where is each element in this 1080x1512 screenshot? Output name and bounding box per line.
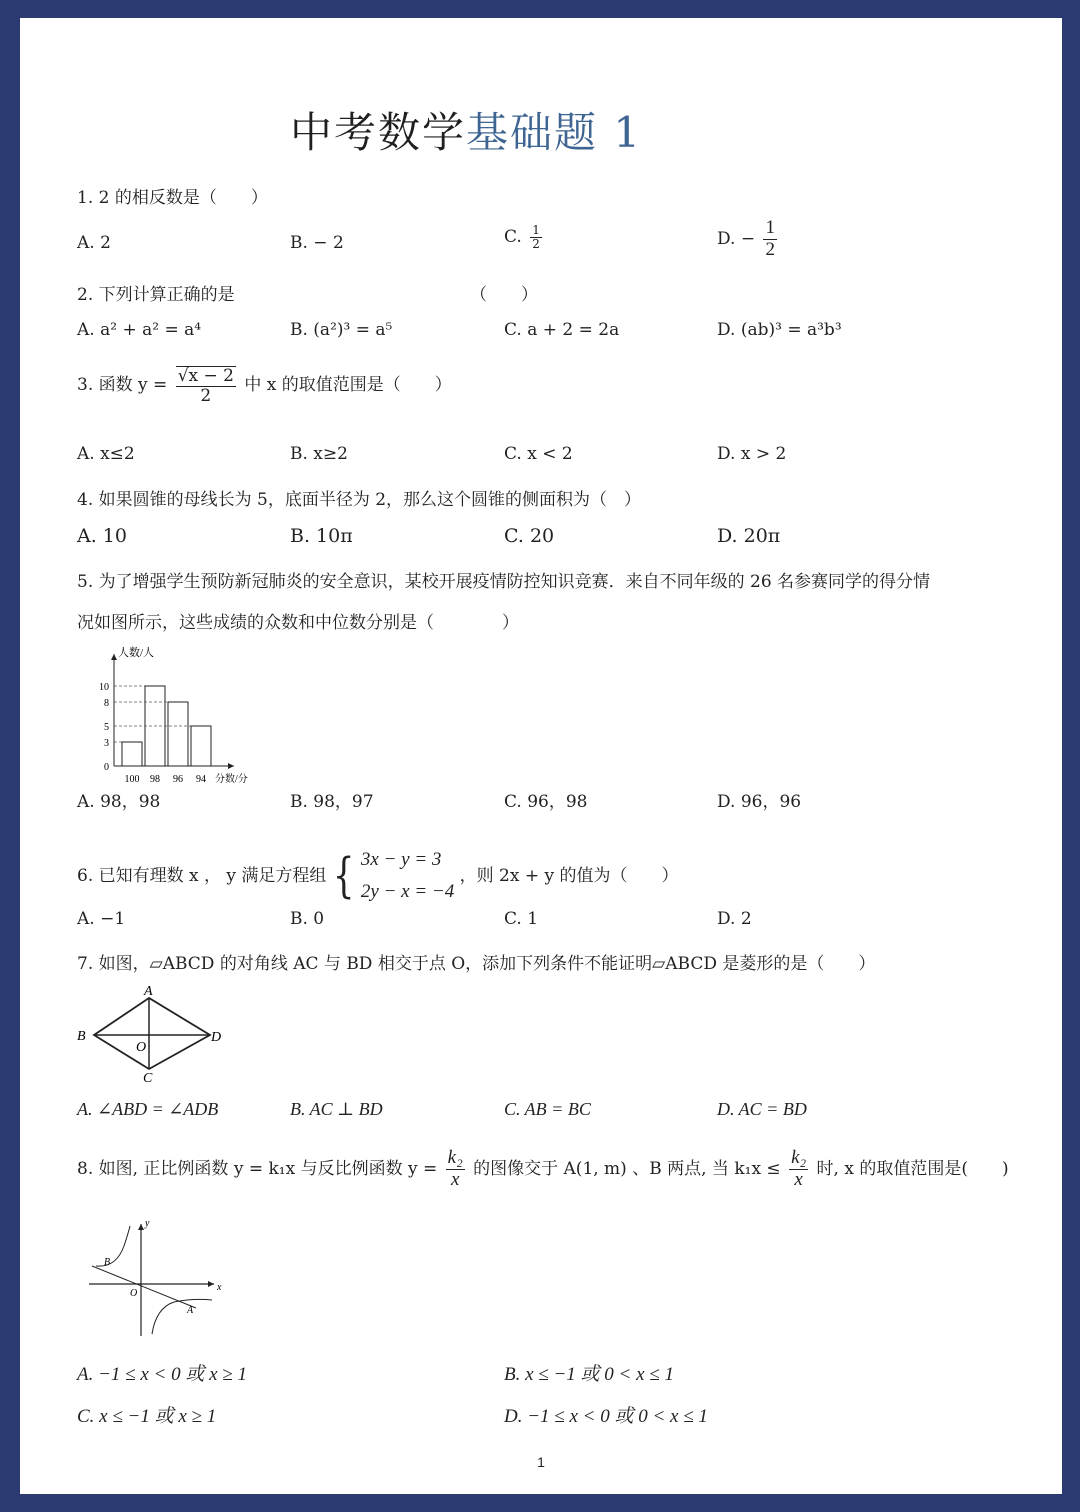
question-5-line1: 5. 为了增强学生预防新冠肺炎的安全意识，某校开展疫情防控知识竞赛．来自不同年级的 26 名参赛同学的得分情 — [77, 572, 931, 592]
page-number: 1 — [537, 1454, 545, 1470]
q3-option-d: D. x > 2 — [717, 444, 787, 464]
x-tick-label: 100 — [124, 774, 140, 785]
q5-option-d: D. 96，96 — [717, 792, 802, 812]
q1-option-b: B. − 2 — [290, 233, 344, 253]
y-tick-label: 5 — [104, 722, 109, 733]
q7-option-b: B. AC ⊥ BD — [290, 1099, 383, 1119]
label-x: x — [217, 1282, 222, 1293]
question-6-stem: 6. 已知有理数 x ， y 满足方程组 { 3x − y = 3 2y − x = −4 ，则 2x + y 的值为（ ） — [77, 844, 679, 909]
exam-page — [20, 18, 1062, 1494]
q5-option-c: C. 96，98 — [504, 792, 588, 812]
label-y: y — [145, 1218, 150, 1229]
q6-option-b: B. 0 — [290, 909, 325, 929]
y-axis-arrow — [111, 654, 117, 660]
x-tick-label: 96 — [173, 774, 183, 785]
question-4-stem: 4. 如果圆锥的母线长为 5，底面半径为 2，那么这个圆锥的侧面积为（ ） — [77, 490, 642, 510]
score-bar-chart — [72, 640, 252, 785]
q3-option-c: C. x < 2 — [504, 444, 573, 464]
q2-option-c: C. a + 2 = 2a — [504, 320, 620, 340]
y-tick-label: 10 — [99, 682, 109, 693]
x-tick-label: 98 — [150, 774, 160, 785]
title-part1: 中考数学 — [290, 108, 467, 157]
q8-option-b: B. x ≤ −1 或 0 < x ≤ 1 — [504, 1364, 674, 1385]
q4-option-c: C. 20 — [504, 525, 555, 547]
q6-option-a: A. −1 — [77, 909, 126, 929]
q8-option-d: D. −1 ≤ x < 0 或 0 < x ≤ 1 — [504, 1406, 708, 1427]
q3-option-a: A. x≤2 — [77, 444, 135, 464]
line-k1x — [92, 1266, 196, 1308]
question-2-stem: 2. 下列计算正确的是 — [77, 285, 235, 305]
label-o: O — [136, 1040, 147, 1055]
q7-option-a: A. ∠ABD = ∠ADB — [77, 1099, 219, 1119]
q4-option-b: B. 10π — [290, 525, 353, 547]
label-o: O — [130, 1288, 138, 1299]
question-1-stem: 1. 2 的相反数是（ ） — [77, 188, 268, 208]
q8-option-c: C. x ≤ −1 或 x ≥ 1 — [77, 1406, 217, 1427]
y-axis-arrow — [138, 1224, 144, 1230]
q1-option-c: C. $\frac{1}{2}$ — [504, 223, 540, 252]
q4-option-a: A. 10 — [77, 525, 127, 547]
x-axis-arrow — [228, 763, 234, 769]
q2-option-a: A. a² + a² = a⁴ — [77, 320, 202, 340]
q3-option-b: B. x≥2 — [290, 444, 348, 464]
rhombus-figure — [72, 983, 232, 1086]
q2-option-d: D. (ab)³ = a³b³ — [717, 320, 842, 340]
q1-option-a: A. 2 — [77, 233, 111, 253]
q7-option-c: C. AB = BC — [504, 1099, 591, 1119]
bar — [122, 742, 142, 766]
x-tick-label: 94 — [196, 774, 206, 785]
question-7-stem: 7. 如图，▱ABCD 的对角线 AC 与 BD 相交于点 O，添加下列条件不能证明▱ABCD 是菱形的是（ ） — [77, 954, 876, 974]
x-axis-arrow — [208, 1281, 214, 1287]
function-graph — [84, 1216, 224, 1341]
hyperbola-branch-right — [152, 1299, 212, 1334]
q2-option-b: B. (a²)³ = a⁵ — [290, 320, 393, 340]
q4-option-d: D. 20π — [717, 525, 781, 547]
q6-option-d: D. 2 — [717, 909, 752, 929]
rhombus-outline — [94, 998, 210, 1069]
q5-option-a: A. 98，98 — [77, 792, 161, 812]
y-tick-label: 3 — [104, 738, 109, 749]
title-part2: 基础题 1 — [466, 108, 643, 157]
q7-option-d: D. AC = BD — [717, 1099, 807, 1119]
label-a: A — [187, 1305, 194, 1316]
label-b: B — [77, 1029, 86, 1044]
q1-option-d: D. − $\frac{1}{2}$ — [717, 217, 775, 260]
hyperbola-branch-left — [96, 1226, 130, 1266]
x-axis-label: 分数/分 — [215, 774, 248, 785]
label-d: D — [211, 1030, 222, 1045]
label-b: B — [104, 1257, 111, 1268]
brace: { — [332, 848, 355, 905]
equation-system: 3x − y = 3 2y − x = −4 — [360, 849, 455, 903]
label-a: A — [144, 984, 153, 999]
q5-option-b: B. 98，97 — [290, 792, 374, 812]
question-2-paren: （ ） — [470, 285, 538, 305]
y-tick-label: 8 — [104, 698, 109, 709]
question-8-stem: 8. 如图, 正比例函数 y = k₁x 与反比例函数 y = $\frac{\text{k₂}}{x}$ 的图像交于 A(1, m) 、B 两点, 当 k₁x ≤ $\frac{\text{k₂}}{x}$ 时, x 的取值范围是( ) — [77, 1147, 1009, 1190]
y-axis-label: 人数/人 — [118, 647, 155, 659]
q6-option-c: C. 1 — [504, 909, 539, 929]
label-c: C — [143, 1071, 153, 1086]
y-tick-label: 0 — [104, 762, 109, 773]
question-5-line2: 况如图所示，这些成绩的众数和中位数分别是（ ） — [77, 613, 519, 633]
q8-option-a: A. −1 ≤ x < 0 或 x ≥ 1 — [77, 1364, 247, 1385]
bar — [191, 726, 211, 766]
question-3-stem: 3. 函数 y = $\frac{√x - 2}{2}$ 中 x 的取值范围是（ ） — [77, 366, 452, 406]
bar — [168, 702, 188, 766]
